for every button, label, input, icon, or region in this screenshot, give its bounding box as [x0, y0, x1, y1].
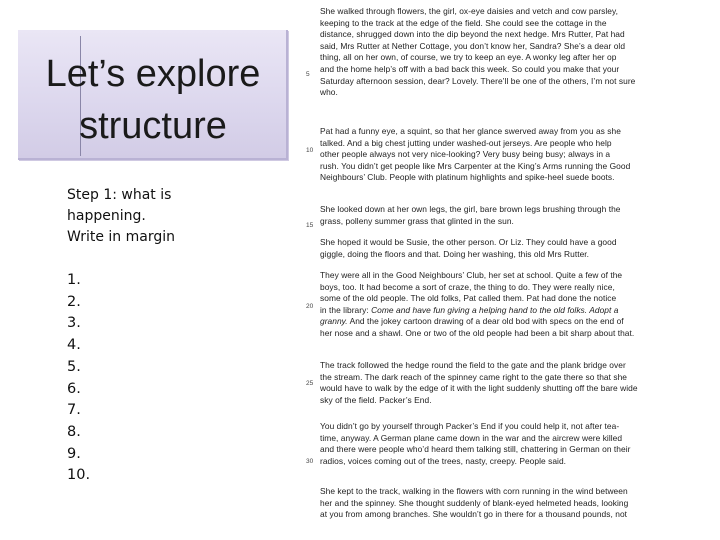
list-number: 4.	[67, 337, 81, 354]
text-line	[320, 316, 695, 328]
list-number: 10.	[67, 467, 91, 484]
text-line: some of the old people. The old folks, Pat called them. Pat had done the notice	[320, 293, 617, 304]
story-passage	[300, 4, 710, 540]
title-line-1: Let’s explore	[45, 53, 261, 95]
text-line: Pat had a funny eye, a squint, so that her glance swerved away from you as she	[320, 126, 621, 136]
text-line: talked. And a big chest jutting under washed-out jerseys. Are people who help	[320, 137, 612, 148]
text-line: other people always not very nice-looking? Very busy being busy; always in a	[320, 149, 611, 160]
text-line: She looked down at her own legs, the girl, bare brown legs brushing through the	[320, 204, 621, 214]
text-line: distance, shrugged down into the dip beyond the next hedge. Mrs Rutter, Pat had	[320, 29, 625, 40]
list-number: 1.	[67, 272, 81, 288]
paragraph-8	[320, 486, 695, 521]
paragraph-4	[320, 237, 695, 260]
text-line: They were all in the Good Neighbours’ Club, her set at school. Quite a few of the	[320, 270, 623, 280]
text-line: said, Mrs Rutter at Nether Cottage, you don’t know her, Sandra? She’s a dear old	[320, 40, 626, 51]
text-line: You didn’t go by yourself through Packer’s End if you could help it, not after tea-	[320, 421, 620, 431]
text-line: would have to walk by the edge of it with the light suddenly shutting off the bare wide	[320, 383, 638, 394]
title-box	[18, 30, 288, 160]
step-line-2: happening.	[67, 208, 146, 224]
text-line: She hoped it would be Susie, the other person. Or Liz. They could have a good	[320, 237, 617, 247]
text-line: grass, polleny summer grass that glinted in the sun.	[320, 215, 514, 226]
step-line-1: Step 1: what is	[67, 187, 172, 203]
line-number: 5	[306, 71, 310, 78]
numbered-list	[67, 270, 90, 487]
text-line: rush. You didn’t get people like Mrs Carpenter at the King’s Arms running the Good	[320, 160, 631, 171]
text-line: radios, voices coming out of the trees, nasty, creepy. People said.	[320, 455, 567, 466]
line-number: 20	[306, 303, 314, 310]
paragraph-2	[320, 126, 695, 184]
list-number: 2.	[67, 293, 81, 310]
library-notice-italic: granny.	[320, 316, 348, 327]
text-line: who.	[320, 87, 338, 98]
line-number: 10	[306, 147, 314, 154]
text-line: She walked through flowers, the girl, ox-eye daisies and vetch and cow parsley,	[320, 6, 619, 16]
paragraph-6	[320, 360, 695, 406]
text-line: Saturday afternoon session, dear? Lovely. There’ll be one of the others, I’m not sure	[320, 75, 636, 86]
list-number: 8.	[67, 423, 81, 440]
line-number: 30	[306, 458, 314, 465]
step-line-3: Write in margin	[67, 229, 176, 245]
paragraph-7	[320, 421, 695, 467]
line-number: 15	[306, 222, 314, 229]
title-line-2: structure	[79, 105, 227, 147]
text-line: thing, all on her own, of course, we try to keep an eye. A wonky leg after her op	[320, 52, 617, 63]
text-line: keeping to the track at the edge of the field. She could see the cottage in the	[320, 17, 607, 28]
text-run: And the jokey cartoon drawing of a dear old bod with specs on the end of	[347, 316, 624, 327]
text-line: Neighbours’ Club. People with platinum highlights and spike-heel suede boots.	[320, 172, 615, 183]
text-line: time, anyway. A German plane came down in the war and the aircrew were killed	[320, 432, 623, 443]
text-line: and the home help’s off with a bad back this week. So could you make that your	[320, 63, 620, 74]
text-line: and there were people who’d heard them talking still, chattering in German on their	[320, 444, 631, 455]
paragraph-3	[320, 204, 695, 227]
list-number: 6.	[67, 380, 81, 397]
text-line: her and the spinney. She thought suddenly of blank-eyed helmeted heads, looking	[320, 497, 629, 508]
list-number: 3.	[67, 315, 81, 332]
line-number: 25	[306, 380, 314, 387]
list-number: 5.	[67, 358, 81, 375]
list-number: 7.	[67, 402, 81, 419]
text-line: boys, too. It had become a sort of craze, the thing to do. They were really nice,	[320, 281, 615, 292]
library-notice-italic: Come and have fun giving a helping hand to the old folks. Adopt a	[371, 304, 619, 315]
text-line: The track followed the hedge round the field to the gate and the plank bridge over	[320, 360, 626, 370]
slide-title	[18, 48, 288, 152]
text-line: her nose and a shawl. One or two of the old people had been a bit sharp about that.	[320, 327, 635, 338]
text-run: in the library:	[320, 304, 372, 315]
text-line: the stream. The dark reach of the spinney came right to the gate there so that she	[320, 371, 628, 382]
text-line: She kept to the track, walking in the flowers with corn running in the wind between	[320, 486, 628, 496]
paragraph-1	[320, 6, 695, 99]
text-line	[320, 305, 695, 317]
list-number: 9.	[67, 445, 81, 462]
text-line: giggle, doing the floors and that. Doing her washing, this old Mrs Rutter.	[320, 248, 590, 259]
text-line: sky of the field. Packer’s End.	[320, 394, 432, 405]
text-line: at you from among branches. She wouldn’t go in there for a thousand pounds, not	[320, 509, 628, 520]
paragraph-5	[320, 270, 695, 340]
step-instructions	[67, 185, 267, 248]
